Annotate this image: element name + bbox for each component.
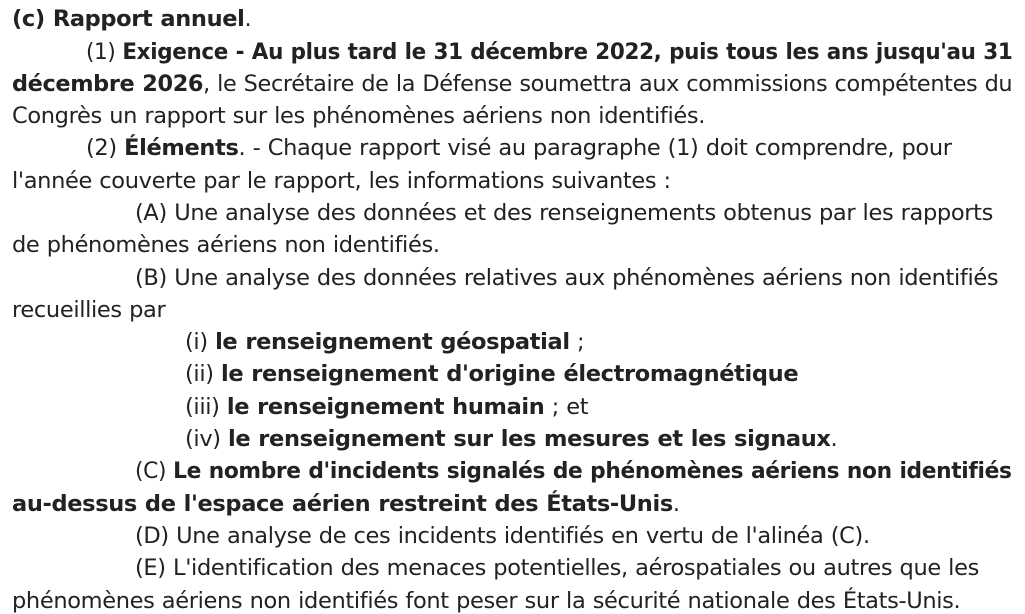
- item-a-line-2: de phénomènes aériens non identifiés.: [12, 232, 440, 258]
- item-c-period: .: [672, 491, 680, 517]
- item-c-text: Le nombre d'incidents signalés de phénomènes aériens non identifiés: [173, 458, 1012, 484]
- paragraph-2-line-2: l'année couverte par le rapport, les informations suivantes :: [12, 168, 671, 194]
- paragraph-2-title: Éléments: [124, 135, 239, 161]
- sub-item-iii-tail: ; et: [544, 394, 589, 420]
- paragraph-1-line-2: [12, 68, 1012, 100]
- sub-item-i: [185, 326, 584, 358]
- paragraph-1-text: , le Secrétaire de la Défense soumettra aux commissions compétentes du: [203, 71, 1013, 97]
- sub-item-iii-number: (iii): [185, 394, 227, 420]
- item-d-line-1: (D) Une analyse de ces incidents identifiés en vertu de l'alinéa (C).: [135, 523, 870, 549]
- sub-item-ii-text: le renseignement d'origine électromagnétique: [220, 361, 799, 387]
- item-b-line-1: (B) Une analyse des données relatives aux phénomènes aériens non identifiés: [135, 265, 999, 291]
- sub-item-i-text: le renseignement géospatial: [215, 329, 570, 355]
- paragraph-1-line-3: Congrès un rapport sur les phénomènes aériens non identifiés.: [12, 103, 706, 129]
- paragraph-1-line-1: [86, 36, 1012, 68]
- item-c-line-1: [135, 455, 1012, 487]
- section-heading-title: (c) Rapport annuel: [12, 6, 245, 32]
- item-a-line-1: (A) Une analyse des données et des renseignements obtenus par les rapports: [135, 200, 993, 226]
- paragraph-1-deadline: décembre 2026: [12, 71, 204, 97]
- paragraph-2-number: (2): [86, 135, 125, 161]
- item-c-number: (C): [135, 458, 174, 484]
- item-c-line-2: [12, 488, 680, 520]
- item-b-line-2: recueillies par: [12, 297, 166, 323]
- paragraph-2-text: . - Chaque rapport visé au paragraphe (1) doit comprendre, pour: [238, 135, 952, 161]
- sub-item-i-tail: ;: [569, 329, 585, 355]
- sub-item-iv-text: le renseignement sur les mesures et les signaux: [228, 426, 831, 452]
- paragraph-2-line-1: [86, 132, 952, 164]
- item-c-text-continued: au-dessus de l'espace aérien restreint des États-Unis: [12, 491, 673, 517]
- item-e-line-1: (E) L'identification des menaces potentielles, aérospatiales ou autres que les: [135, 555, 979, 581]
- sub-item-ii-number: (ii): [185, 361, 221, 387]
- paragraph-1-number: (1): [86, 39, 123, 65]
- sub-item-iv-number: (iv): [185, 426, 229, 452]
- section-heading: [12, 3, 251, 35]
- sub-item-iv: [185, 423, 837, 455]
- sub-item-iii-text: le renseignement humain: [226, 394, 545, 420]
- sub-item-iii: [185, 391, 588, 423]
- paragraph-1-requirement: Exigence - Au plus tard le 31 décembre 2022, puis tous les ans jusqu'au 31: [122, 39, 1013, 65]
- sub-item-i-number: (i): [185, 329, 216, 355]
- sub-item-ii: [185, 358, 798, 390]
- sub-item-iv-tail: .: [830, 426, 838, 452]
- section-heading-period: .: [244, 6, 252, 32]
- item-e-line-2: phénomènes aériens non identifiés font peser sur la sécurité nationale des États-Unis.: [12, 588, 961, 614]
